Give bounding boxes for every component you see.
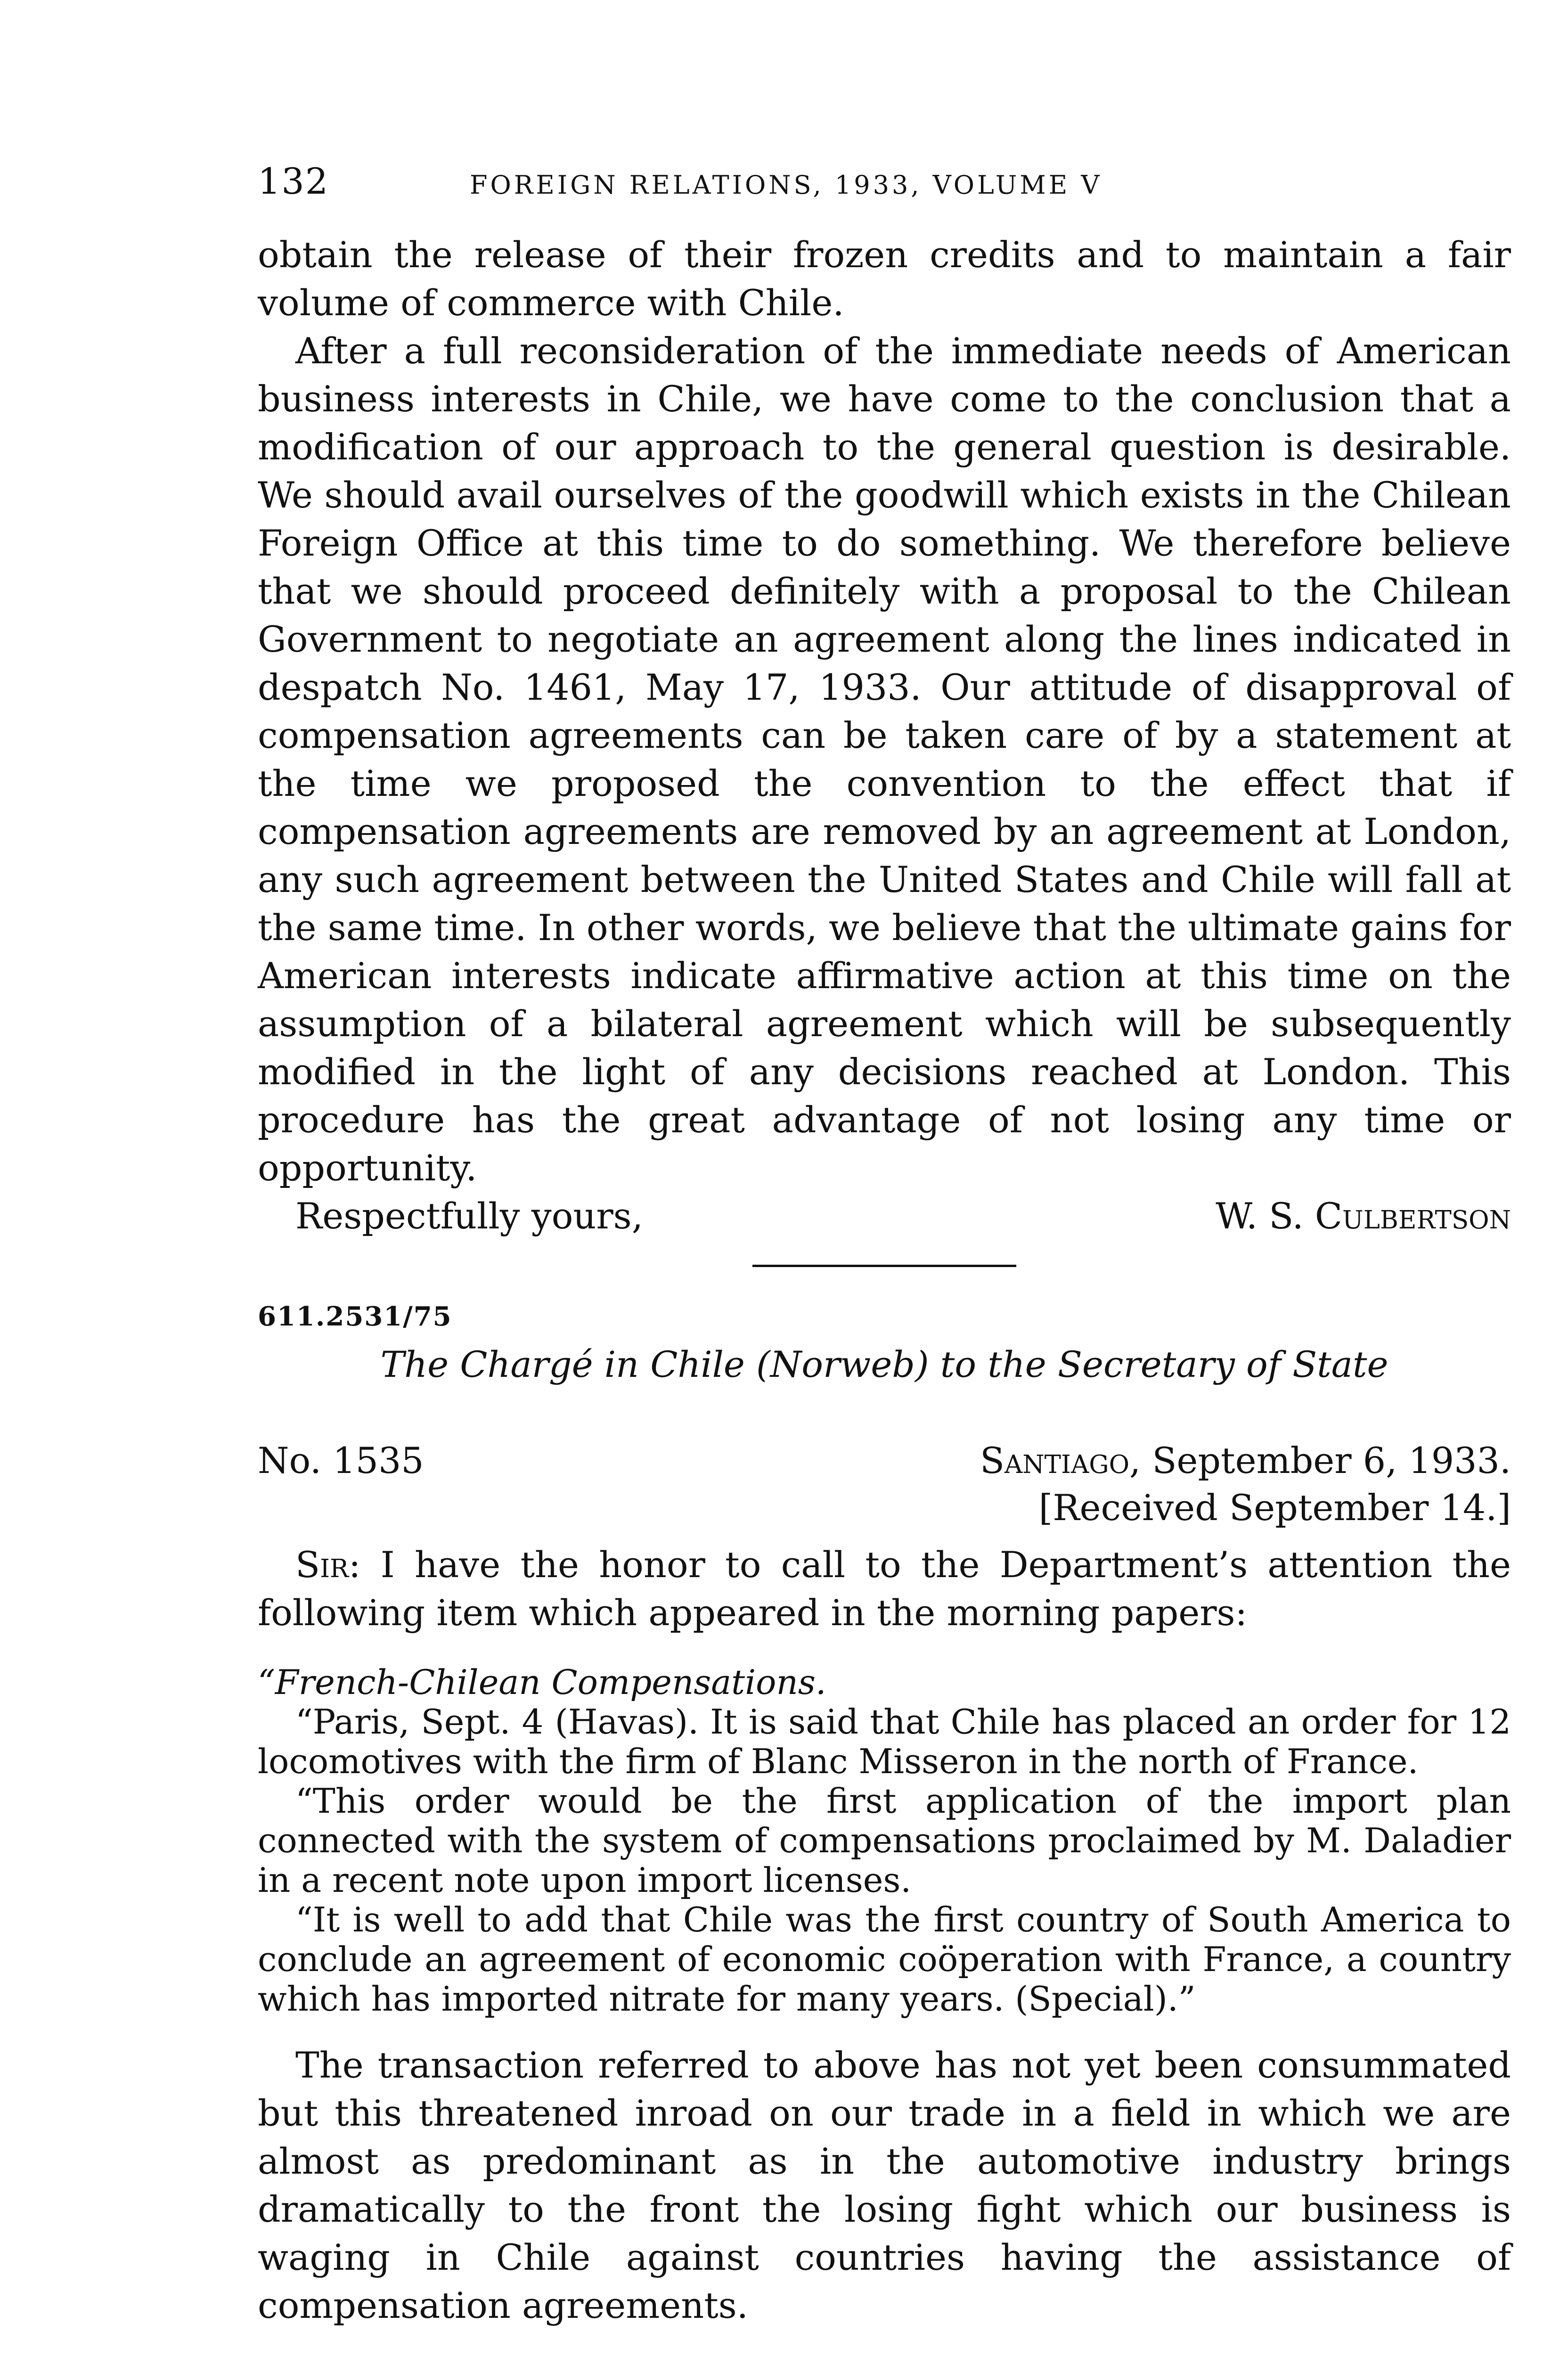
despatch-number: No. 1535 [258, 1440, 424, 1481]
quote-paragraph-1: “Paris, Sept. 4 (Havas). It is said that Chile has placed an order for 12 locomotives with the firm of Blanc Misseron in the north of France. [258, 1702, 1511, 1781]
signoff [258, 1192, 1511, 1240]
signature: W. S. Culbertson [1216, 1195, 1511, 1237]
document-title: The Chargé in Chile (Norweb) to the Secretary of State [380, 1343, 1388, 1385]
place-date [980, 1437, 1511, 1484]
running-title: FOREIGN RELATIONS, 1933, VOLUME V [470, 170, 1102, 200]
spacer [258, 2019, 1511, 2041]
page [258, 160, 1511, 2330]
date: September 6, 1933. [1152, 1440, 1511, 1481]
closing-phrase: Respectfully yours, [295, 1195, 643, 1237]
received-note: [Received September 14.] [1038, 1487, 1511, 1529]
salutation: Sir: [295, 1544, 361, 1586]
quote-paragraph-2: “This order would be the first application of the import plan connected with the system of compensations proclaimed by M. Daladier in a recent note upon import licenses. [258, 1781, 1511, 1900]
intro-text: I have the honor to call to the Department’s attention the following item which appeared in the morning papers: [258, 1544, 1511, 1634]
page-number: 132 [258, 160, 329, 202]
dateline [258, 1437, 1511, 1484]
intro-paragraph [258, 1541, 1511, 1637]
continuation-paragraph: obtain the release of their frozen credits and to maintain a fair volume of commerce with Chile. [258, 234, 1511, 324]
reconsideration-paragraph: After a full reconsideration of the immediate needs of American business interests in Chile, we have come to the conclusion that a modification of our approach to the general question is desirable. We should avail ourselves of the goodwill which exists in the Chilean Foreign Office at this time to do something. We therefore believe that we should proceed definitely with a proposal to the Chilean Government to negotiate an agreement along the lines indicated in despatch No. 1461, May 17, 1933. Our attitude of disapproval of compensation agreements can be taken care of by a statement at the time we proposed the convention to the effect that if compensation agreements are removed by an agreement at London, any such agreement between the United States and Chile will fall at the same time. In other words, we believe that the ultimate gains for American interests indicate affirmative action at this time on the assumption of a bilateral agreement which will be subsequently modified in the light of any decisions reached at London. This procedure has the great advantage of not losing any time or opportunity. [258, 330, 1511, 1189]
place: Santiago, [980, 1440, 1141, 1481]
section-divider [752, 1265, 1016, 1267]
quote-paragraph-3: “It is well to add that Chile was the first country of South America to conclude an agreement of economic coöperation with France, a country which has imported nitrate for many years. (Special).” [258, 1900, 1511, 2019]
quote-title: “French-Chilean Compensations. [258, 1662, 826, 1702]
closing-paragraph: The transaction referred to above has not yet been consummated but this threatened inroad on our trade in a field in which we are almost as predominant as in the automotive industry brings dramatically to the front the losing fight which our business is waging in Chile against countries having the assistance of compensation agreements. [258, 2044, 1511, 2326]
running-head [258, 160, 1511, 212]
file-number: 611.2531/75 [258, 1301, 452, 1332]
